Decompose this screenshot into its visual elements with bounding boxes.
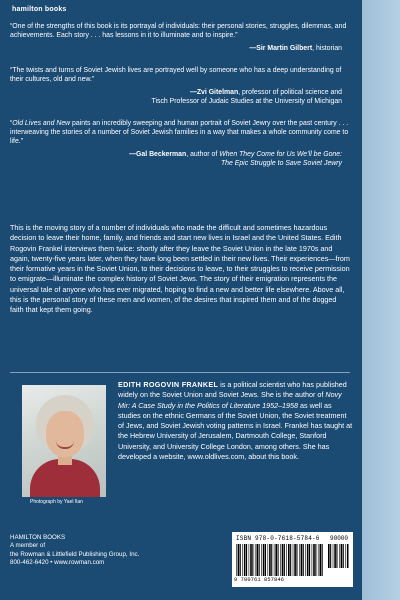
publisher-imprint: hamilton books: [12, 6, 67, 13]
endorsement-quote-1: “One of the strengths of this book is its portrayal of individuals: their personal stories, struggles, dilemmas, and achievements. Each story . . . has lessons in it to illuminate and to inspire.”: [10, 23, 347, 39]
barcode-stripe: [252, 544, 253, 576]
barcode-stripe: [294, 544, 296, 576]
barcode-stripe: [288, 544, 290, 576]
endorsements: [10, 22, 350, 168]
barcode-stripe: [244, 544, 246, 576]
author-name: EDITH ROGOVIN FRANKEL: [118, 380, 219, 389]
barcode-stripe: [284, 544, 285, 576]
barcode-addon-bars: [328, 544, 350, 568]
barcode-stripe: [313, 544, 315, 576]
endorsement-quote-3: “Old Lives and New paints an incredibly sweeping and human portrait of Soviet Jewry over the past century . . . interweaving the stories of a number of Soviet Jewish families in a way that makes a whole community come to life.”: [10, 120, 349, 145]
barcode-stripe: [303, 544, 304, 576]
barcode-stripe: [246, 544, 247, 576]
barcode-stripe: [286, 544, 287, 576]
barcode-stripe: [265, 544, 266, 576]
barcode-stripe: [318, 544, 319, 576]
barcode-stripe: [334, 544, 336, 568]
barcode-digits: 9 780761 857846: [234, 577, 285, 583]
photo-credit: Photograph by Yael Ilan: [30, 499, 83, 505]
isbn-text: ISBN 978-0-7618-5784-6: [236, 535, 320, 542]
author-bio: EDITH ROGOVIN FRANKEL is a political scientist who has published widely on the Soviet Union and Soviet Jews. She is the author of Novy Mir: A Case Study in the Politics of Literature 1952–1958 as well as studies on the ethnic Germans of the Soviet Union, the Soviet treatment of Jews, and Soviet Jewish voting patterns in Israel. Frankel has taught at the Hebrew University of Jerusalem, Dartmouth College, Stanford University, and University College London, among others. She has developed a website, www.oldlives.com, about this book.: [118, 380, 353, 462]
barcode-stripe: [290, 544, 291, 576]
barcode-stripe: [249, 544, 250, 576]
barcode-stripe: [278, 544, 279, 576]
barcode-stripe: [341, 544, 343, 568]
barcode-stripe: [242, 544, 243, 576]
endorsement-attribution-1: —Sir Martin Gilbert, historian: [249, 45, 342, 52]
barcode-stripe: [299, 544, 300, 576]
price-code: 90000: [330, 535, 349, 542]
endorsement-attribution-2-line2: Tisch Professor of Judaic Studies at the University of Michigan: [151, 98, 342, 105]
barcode-stripe: [315, 544, 316, 576]
barcode-stripe: [328, 544, 330, 568]
barcode-stripe: [259, 544, 260, 576]
barcode-stripe: [333, 544, 334, 568]
barcode-stripe: [257, 544, 259, 576]
barcode-stripe: [255, 544, 256, 576]
barcode-stripe: [274, 544, 275, 576]
barcode-bars: [236, 544, 324, 576]
barcode-stripe: [238, 544, 240, 576]
barcode-stripe: [347, 544, 349, 568]
endorsement-attribution-2: —Zvi Gitelman, professor of political science and: [189, 89, 342, 96]
endorsement-attribution-3-line2: The Epic Struggle to Save Soviet Jewry: [220, 160, 342, 167]
endorsement-attribution-3: —Gal Beckerman, author of When They Come for Us We’ll be Gone:: [129, 151, 342, 158]
book-description: This is the moving story of a number of individuals who made the difficult and sometimes hazardous decision to leave their home, family, and friends and start new lives in Israel and the United States. Edith Rogovin Frankel interviews them twice: shortly after they leave the Soviet Union in the late 1970s and again, twenty-five years later, when they have long been settled in their new lives. Their experiences—from their formative years in the Soviet Union, to their decisions to leave, to their struggles to receive permission to emigrate—illuminate the complex history of Soviet Jews. The story of their emigration represents the universal tale of anyone who has ever migrated, hoping to find a new and better life elsewhere. Above all, this is the personal story of these men and women, of the desires that inspired them and of the dogged faith that kept them going.: [10, 223, 350, 315]
barcode-stripe: [322, 544, 323, 576]
barcode-stripe: [307, 544, 309, 576]
barcode-stripe: [312, 544, 313, 576]
background-strip: [362, 0, 400, 600]
isbn-barcode: [232, 532, 353, 587]
barcode-stripe: [309, 544, 310, 576]
barcode-stripe: [343, 544, 344, 568]
publisher-info: HAMILTON BOOKS A member of the Rowman & Littlefield Publishing Group, Inc. 800-462-6420 • www.rowman.com: [10, 534, 140, 567]
author-photo: [22, 385, 106, 497]
barcode-stripe: [330, 544, 331, 568]
barcode-stripe: [269, 544, 271, 576]
barcode-stripe: [268, 544, 269, 576]
barcode-stripe: [263, 544, 265, 576]
barcode-stripe: [293, 544, 294, 576]
barcode-stripe: [261, 544, 262, 576]
barcode-stripe: [305, 544, 306, 576]
barcode-stripe: [271, 544, 272, 576]
section-divider: [10, 372, 350, 373]
barcode-stripe: [296, 544, 297, 576]
barcode-stripe: [282, 544, 284, 576]
barcode-stripe: [280, 544, 281, 576]
barcode-stripe: [336, 544, 337, 568]
barcode-stripe: [240, 544, 241, 576]
barcode-stripe: [250, 544, 252, 576]
barcode-stripe: [320, 544, 322, 576]
endorsement-quote-2: “The twists and turns of Soviet Jewish lives are portrayed well by someone who has a deep understanding of their cultures, old and new.”: [10, 67, 342, 83]
barcode-stripe: [301, 544, 303, 576]
barcode-stripe: [236, 544, 237, 576]
barcode-stripe: [345, 544, 346, 568]
barcode-stripe: [339, 544, 340, 568]
barcode-stripe: [275, 544, 277, 576]
